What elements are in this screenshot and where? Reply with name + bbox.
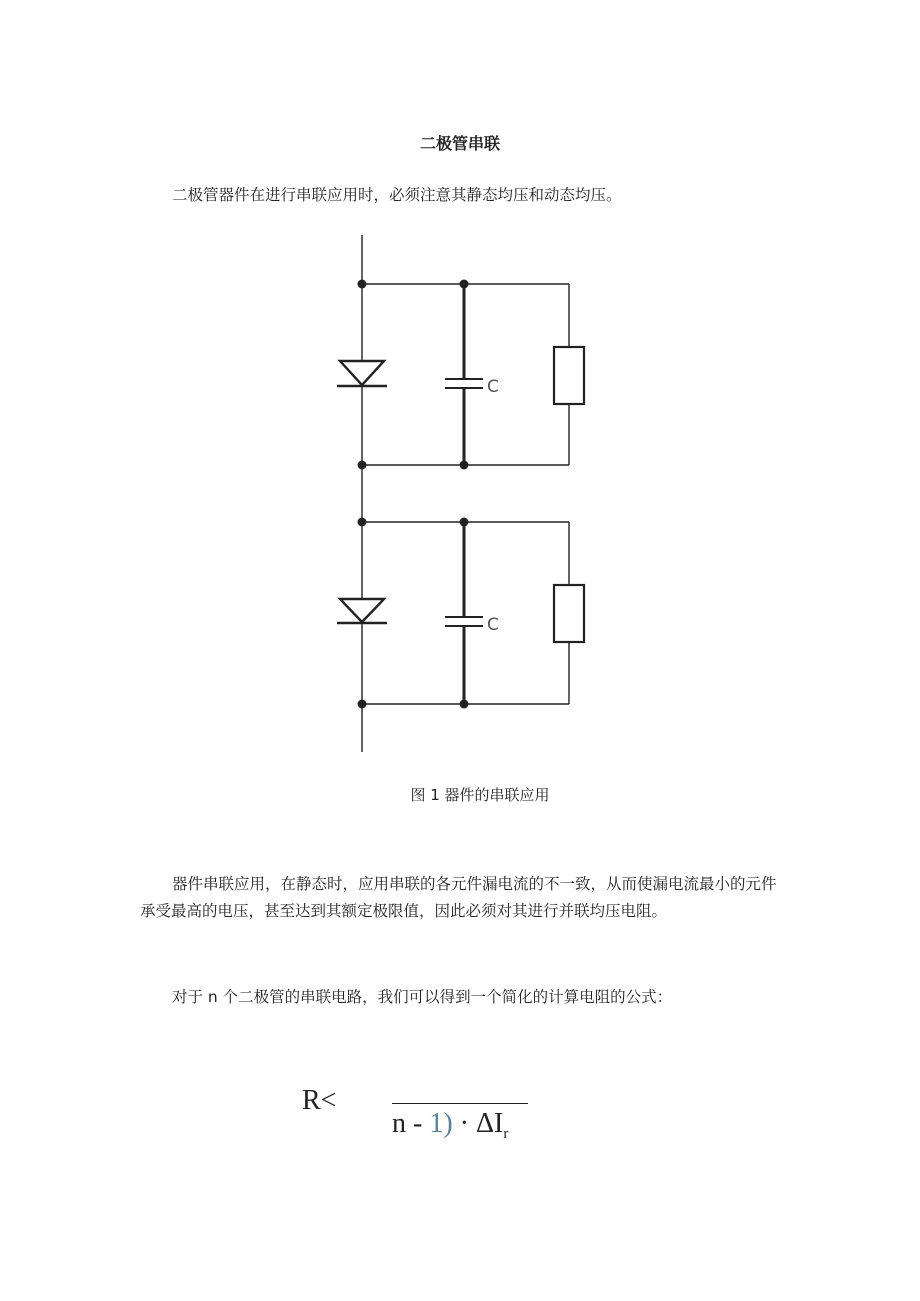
junction-dot (358, 700, 367, 709)
body-paragraph-1: 器件串联应用，在静态时，应用串联的各元件漏电流的不一致，从而使漏电流最小的元件承受最高的电压，甚至达到其额定极限值，因此必须对其进行并联均压电阻。 (140, 875, 777, 920)
formula-den-part-c: · ΔI (452, 1108, 504, 1139)
formula-lhs: R< (302, 1085, 337, 1116)
doc-title: 二极管串联 (419, 134, 500, 153)
junction-dot (460, 461, 469, 470)
junction-dot (358, 461, 367, 470)
junction-dot (358, 518, 367, 527)
junction-dot (358, 280, 367, 289)
formula-denominator (392, 1108, 508, 1140)
diode-1 (337, 361, 387, 386)
junction-dot (460, 518, 469, 527)
resistor-1 (554, 347, 584, 404)
formula-den-subscript: r (503, 1126, 509, 1142)
junction-dot (460, 280, 469, 289)
formula-fraction-bar (392, 1103, 528, 1104)
body-paragraph-2: 对于 n 个二极管的串联电路，我们可以得到一个简化的计算电阻的公式： (172, 988, 673, 1006)
formula-den-part-b: 1) (429, 1108, 453, 1139)
intro-paragraph: 二极管器件在进行串联应用时，必须注意其静态均压和动态均压。 (172, 186, 622, 204)
figure-caption: 图 1 器件的串联应用 (410, 786, 550, 804)
resistor-2 (554, 585, 584, 642)
diode-2 (337, 599, 387, 623)
series-diode-circuit (330, 230, 600, 760)
formula-den-part-a: n - (392, 1108, 430, 1139)
capacitor-label-1: C (487, 377, 499, 397)
capacitor-label-2: C (487, 615, 499, 635)
junction-dot (460, 700, 469, 709)
